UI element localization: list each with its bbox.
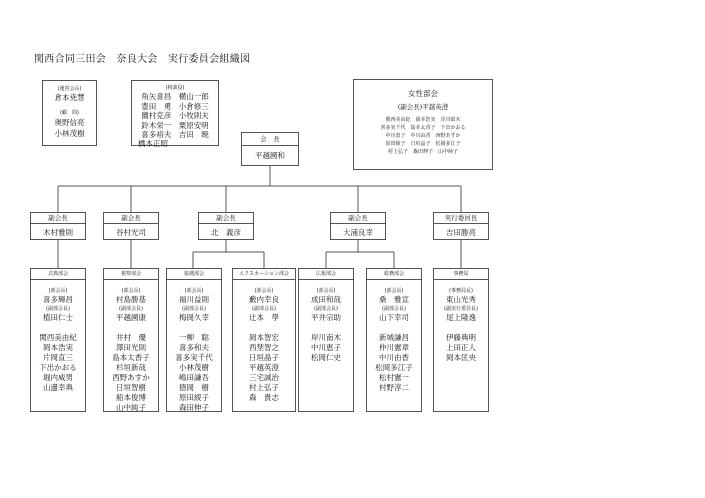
dept-box-inspection bbox=[103, 268, 159, 412]
dept-member: 平越國康 bbox=[116, 313, 146, 322]
advisor-role-label: (顧 問) bbox=[60, 110, 79, 116]
dept-member: 桑 雅宣 bbox=[379, 295, 409, 304]
vice-chair-name: 北 義彦 bbox=[211, 228, 241, 237]
dept-member: 東山光秀 bbox=[446, 295, 476, 304]
advisor-name: 奥野信亮 bbox=[54, 118, 85, 127]
dept-member: 堀内威男 bbox=[43, 373, 73, 382]
dept-member: 岡本浩実 bbox=[43, 343, 73, 352]
dept-role: (部会長) bbox=[184, 288, 204, 294]
dept-box-hospitality bbox=[166, 268, 222, 412]
dept-member: 日垣晶子 bbox=[249, 353, 279, 362]
vice-chair-name: 大浦良幸 bbox=[343, 228, 373, 237]
dept-role: (副部会長) bbox=[182, 306, 206, 312]
executive-chair-name: 吉田勝亮 bbox=[446, 228, 476, 237]
dept-member: 新城謙昌 bbox=[379, 333, 409, 342]
dept-member: 山邊幸典 bbox=[43, 383, 73, 392]
womens-member-row: 関西美由紀 岡本浩実 岸川昭木 bbox=[385, 117, 461, 123]
dept-role: (部会長) bbox=[121, 288, 141, 294]
vice-chair-box bbox=[103, 212, 159, 240]
dept-member: 喜多実千代 bbox=[175, 353, 213, 362]
vice-chair-name: 木村雅則 bbox=[43, 228, 73, 237]
dept-member: 一柳 聡 bbox=[179, 333, 209, 342]
dept-label: 総務部会 bbox=[367, 269, 421, 280]
dept-member: 森田伸子 bbox=[179, 403, 209, 412]
dept-member: 中川恵子 bbox=[311, 343, 341, 352]
consultant-row: 角矢喜昌 横山一郎 bbox=[141, 92, 209, 101]
womens-section-box bbox=[353, 79, 493, 170]
dept-role: (副部会長) bbox=[119, 306, 143, 312]
dept-role: (部会長) bbox=[384, 288, 404, 294]
dept-member: 上田正人 bbox=[446, 343, 476, 352]
consultant-row: 橋本正昭 bbox=[138, 139, 168, 148]
dept-box-secretariat bbox=[433, 268, 489, 412]
dept-member: 澤田光則 bbox=[116, 343, 146, 352]
dept-box-excursion bbox=[232, 268, 296, 412]
vice-chair-box bbox=[30, 212, 86, 240]
dept-member: 仲川憲章 bbox=[379, 343, 409, 352]
dept-role: (事務局長) bbox=[449, 288, 473, 294]
vice-chair-label: 副会長 bbox=[31, 213, 85, 224]
advisors-box bbox=[42, 80, 97, 146]
dept-role: (副実行委員長) bbox=[444, 306, 478, 312]
dept-member: 松岡仁史 bbox=[311, 353, 341, 362]
dept-member: 成田和哉 bbox=[311, 295, 341, 304]
womens-section-leader: (副会長)平越英澄 bbox=[397, 103, 449, 111]
dept-member: 片岡直三 bbox=[43, 353, 73, 362]
consultant-row: 喜多裕夫 吉田 暁 bbox=[141, 130, 209, 139]
dept-role: (部会長) bbox=[254, 288, 274, 294]
dept-member: 原田綾子 bbox=[179, 393, 209, 402]
vice-chair-label: 副会長 bbox=[199, 213, 253, 224]
dept-member: 船本俊博 bbox=[116, 393, 146, 402]
womens-member-row: 原田綾子 日垣晶子 松岡多江子 bbox=[385, 141, 461, 147]
dept-member: 村野淳二 bbox=[379, 383, 409, 392]
dept-member: 嶋田謙吾 bbox=[179, 373, 209, 382]
womens-member-row: 中川恵子 中川由香 西野あすか bbox=[385, 133, 461, 139]
consultants-box bbox=[131, 80, 219, 146]
dept-box-general-affairs bbox=[366, 268, 422, 412]
consultant-row: 豊田 勇 小倉修三 bbox=[141, 101, 209, 111]
dept-role: (部会長) bbox=[48, 288, 68, 294]
dept-box-ceremony bbox=[30, 268, 86, 412]
dept-role: (副部会長) bbox=[252, 306, 276, 312]
dept-member: 井村 優 bbox=[116, 333, 146, 342]
womens-member-row: 村上弘子 森田伸子 山中純子 bbox=[387, 149, 458, 155]
dept-member: 尾上隆逸 bbox=[446, 313, 476, 322]
consultant-row: 鈴木栄一 栗原安明 bbox=[141, 120, 209, 130]
dept-member: 村上弘子 bbox=[249, 383, 279, 392]
dept-member: 藪内幸良 bbox=[249, 295, 279, 304]
dept-member: 喜多和夫 bbox=[179, 343, 209, 352]
dept-member: 関西美由紀 bbox=[39, 333, 77, 342]
chairman-name: 平越國和 bbox=[255, 151, 285, 160]
dept-role: (副部会長) bbox=[314, 306, 338, 312]
dept-label: 接遇部会 bbox=[167, 269, 221, 280]
dept-member: 喜多輝昌 bbox=[43, 295, 73, 304]
dept-member: 山中純子 bbox=[116, 403, 146, 412]
dept-label: 広報部会 bbox=[299, 269, 353, 280]
dept-member: 西埜智之 bbox=[249, 343, 279, 352]
dept-label: 視察部会 bbox=[104, 269, 158, 280]
dept-label: 式典部会 bbox=[31, 269, 85, 280]
dept-member: 村島勝基 bbox=[116, 295, 146, 304]
dept-member: 平越英澄 bbox=[249, 363, 279, 372]
dept-member: 三宅誠治 bbox=[249, 373, 279, 382]
consultant-role-label: (相談役) bbox=[165, 85, 185, 91]
dept-member: 岡本匡央 bbox=[446, 353, 476, 362]
dept-member: 伊藤典明 bbox=[446, 333, 476, 342]
womens-section-title: 女性部会 bbox=[408, 89, 438, 98]
vice-chair-label: 副会長 bbox=[331, 213, 385, 224]
dept-member: 梅岡久幸 bbox=[179, 313, 209, 322]
dept-member: 平井宗助 bbox=[311, 313, 341, 322]
advisor-name: 倉本尭慧 bbox=[54, 93, 85, 102]
dept-member: 西野あすか bbox=[112, 373, 150, 382]
dept-role: (副部会長) bbox=[382, 306, 406, 312]
page-title: 関西合同三田会 奈良大会 実行委員会組織図 bbox=[34, 54, 251, 65]
dept-member: 松岡多江子 bbox=[375, 363, 413, 372]
dept-member: 日垣智樹 bbox=[116, 383, 146, 392]
dept-member: 辻本 學 bbox=[249, 313, 279, 322]
consultant-row: 薗村克彦 小牧則夫 bbox=[141, 111, 209, 120]
vice-chair-label: 副会長 bbox=[104, 213, 158, 224]
dept-member: 杉垣新哉 bbox=[116, 363, 146, 372]
dept-role: (部会長) bbox=[316, 288, 336, 294]
dept-member: 下出かおる bbox=[39, 363, 77, 372]
dept-label: エクスカーション部会 bbox=[233, 269, 295, 280]
dept-member: 島本太香子 bbox=[112, 353, 150, 362]
dept-box-publicity bbox=[298, 268, 354, 412]
dept-member: 福川益則 bbox=[179, 295, 209, 304]
vice-chair-box bbox=[330, 212, 386, 240]
advisor-name: 小林茂樹 bbox=[54, 129, 85, 138]
dept-member: 小林茂樹 bbox=[179, 363, 209, 372]
executive-chair-label: 実行委員長 bbox=[434, 213, 488, 224]
dept-member: 植田仁士 bbox=[43, 313, 73, 322]
dept-member: 岡本智宏 bbox=[249, 333, 279, 342]
dept-member: 中川由香 bbox=[379, 353, 409, 362]
dept-member: 森 貴志 bbox=[249, 393, 279, 402]
dept-role: (副部会長) bbox=[46, 306, 70, 312]
dept-member: 山下幸司 bbox=[379, 313, 409, 322]
vice-chair-box bbox=[198, 212, 254, 240]
executive-chair-box bbox=[433, 212, 489, 240]
dept-member: 徳岡 樹 bbox=[179, 383, 209, 392]
dept-label: 事務局 bbox=[434, 269, 488, 280]
vice-chair-name: 谷村光司 bbox=[116, 228, 146, 237]
chairman-box bbox=[241, 132, 299, 166]
chairman-label: 会 長 bbox=[242, 133, 298, 146]
dept-member: 岸川南木 bbox=[311, 333, 341, 342]
womens-member-row: 喜多実千代 島本太香子 下出かおる bbox=[380, 125, 466, 131]
advisor-role-label: (運営会長) bbox=[57, 86, 82, 92]
dept-member: 松村憲一 bbox=[379, 373, 409, 382]
